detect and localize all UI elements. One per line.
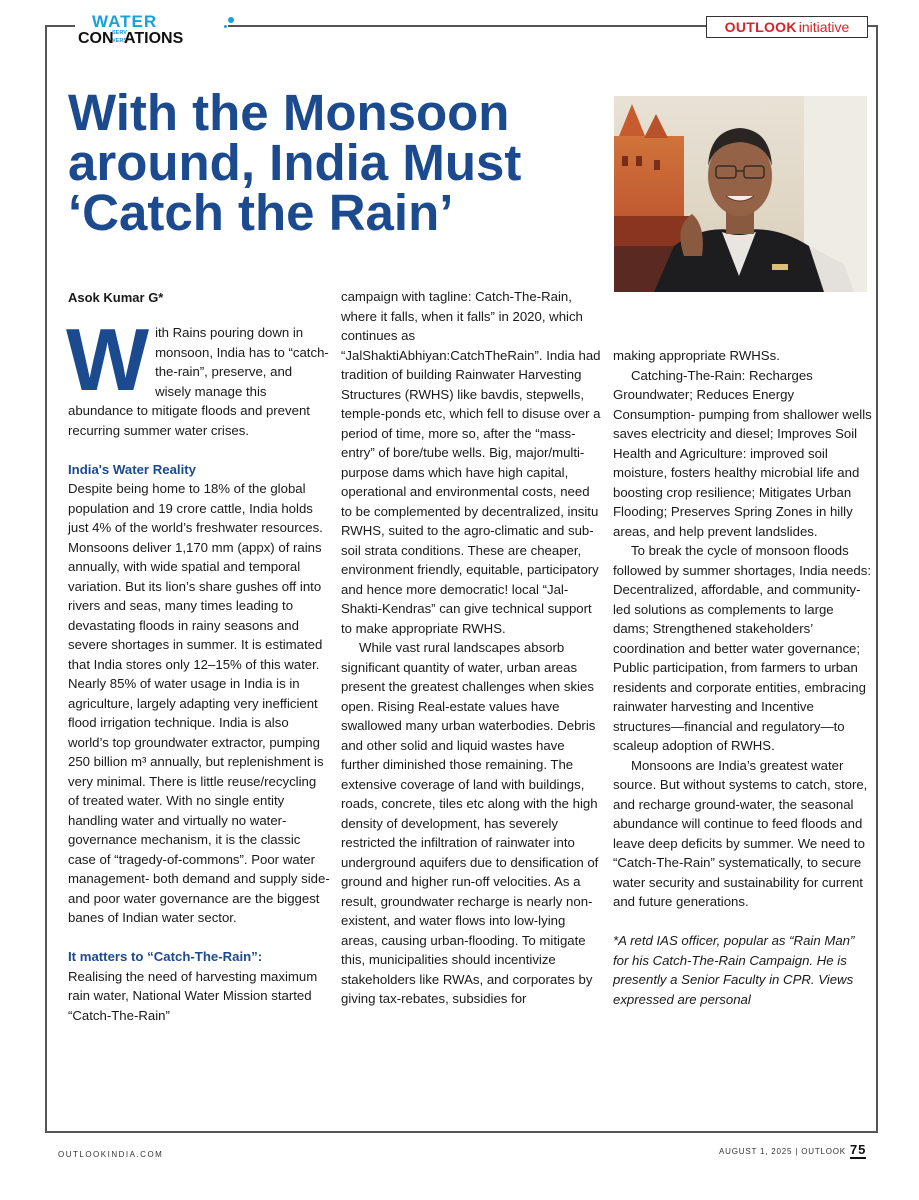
drop-cap: W [66,310,150,409]
article-column-2 [341,287,601,1009]
paragraph-spacer [68,928,330,948]
water-drop-icon [228,17,234,23]
frame-border [45,25,47,1133]
logo-water-text: WATER [92,12,158,31]
logo-stack-text [112,29,127,45]
body-paragraph: While vast rural landscapes absorb significant quantity of water, urban areas present the greatest challenges when skies open. Rising Real-estate values have swallowed many urban waterbodies. Debris and other solid and liquid wastes have further diminished those remaining. The extensive coverage of land with buildings, roads, concrete, tiles etc along with the high density of development, has severely restricted the infiltration of rainwater into underground aquifers due to densification of ground and higher run-off velocities. As a result, groundwater recharge is nearly non-existent, and water flows into low-lying areas, causing urban-flooding. To mitigate this, municipalities should incentivize stakeholders like RWAs, and corporates by giving tax-rebates, subsidies for [341,640,599,1006]
body-paragraph: campaign with tagline: Catch-The-Rain, where it falls, when it falls” in 2020, which continues as “JalShaktiAbhiyan:CatchTheRain”. India had tradition of building Rainwater Harvesting Structures (RWHS) like bavdis, stepwells, temple-ponds etc, which fell to disuse over a period of time, more so, after the “mass-entry” of bore/tube wells. Big, major/multi-purpose dams which have high capital, operational and environmental costs, need to be complemented by decentralized, insitu RWHS, suited to the agro-climatic and sub-soil strata conditions. These are cheaper, environment friendly, equitable, participatory and hence more democratic! local “Jal-Shakti-Kendras” can give technical support to make appropriate RWHS. [341,289,601,636]
footer-issue-info [719,1143,866,1159]
footer-date: AUGUST 1, 2025 | OUTLOOK [719,1146,846,1156]
article-title: With the Monsoon around, India Must ‘Catch the Rain’ [68,84,522,241]
logo-ations-text: ATIONS [124,30,184,47]
section-heading: It matters to “Catch-The-Rain”: [68,949,263,964]
water-conversations-logo [78,12,228,50]
frame-border [45,1131,878,1133]
body-paragraph: making appropriate RWHSs. [613,348,780,363]
author-footnote: *A retd IAS officer, popular as “Rain Man” for his Catch-The-Rain Campaign. He is presently a Senior Faculty in CPR. Views expressed are personal [613,933,855,1007]
article-column-1 [66,310,330,1025]
logo-vers-text: VERS [112,38,127,44]
badge-outlook-text: OUTLOOK [724,19,797,35]
body-paragraph: Realising the need of harvesting maximum rain water, National Water Mission started “Catch-The-Rain” [68,968,318,1023]
article-column-3 [613,346,873,1009]
section-heading: India's Water Reality [68,461,196,477]
author-byline: Asok Kumar G* [68,290,164,305]
body-paragraph: Catching-The-Rain: Recharges Groundwater; Reduces Energy Consumption- pumping from shallower wells saves electricity and diesel; Improves Soil Health and Agriculture: improved soil moisture, fosters healthy microbial life and boosting crop resilience; Mitigates Urban Flooding; Preserves Spring Zones in hilly areas, and help prevent landslides. [613,367,872,539]
frame-border [228,25,706,27]
intro-paragraph: ith Rains pouring down in monsoon, India has to “catch-the-rain”, preserve, and wisely manage this abundance to mitigate floods and prevent recurring summer water crises. [68,325,329,438]
body-paragraph: Monsoons are India’s greatest water source. But without systems to catch, store, and recharge ground-water, the seasonal abundance will continue to feed floods and leave deep deficits by summer. We need to “Catch-The-Rain” systematically, to secure water security and sustainability for current and future generations. [613,757,868,909]
badge-initiative-text: initiative [798,19,850,35]
author-photo [614,96,867,292]
paragraph-spacer [613,912,873,932]
frame-border [45,25,75,27]
water-drop-icon [224,25,227,28]
page-number: 75 [849,1142,867,1157]
logo-con-text: CON [78,30,114,47]
frame-border [876,25,878,1133]
body-paragraph: To break the cycle of monsoon floods followed by summer shortages, India needs: Decentralized, affordable, and community-led solutions as complements to large dams; Strengthened stakeholders’ coordination and better water governance; Public participation, from farmers to urban residents and corporate entities, embracing rainwater harvesting and Incentive structures—financial and regulatory—to scaleup adoption of RWHS. [613,543,872,753]
outlook-initiative-badge [706,16,868,38]
paragraph-spacer [68,440,330,460]
author-portrait-image [614,96,867,292]
body-paragraph: Despite being home to 18% of the global population and 19 crore cattle, India holds just 4% of the world’s freshwater resources. Monsoons deliver 1,170 mm (appx) of rains annually, with wide spatial and temporal variation. But its lion’s share gushes off into rivers and seas, many times leading to devastating floods in rainy seasons and severe shortages in summer. It is estimated that India stores only 12–15% of this water. Nearly 85% of water usage in India is in agriculture, largely adapting very inefficient flood irrigation technique. India is also world’s top groundwater extractor, pumping 250 billion m³ annually, but replenishment is very minimal. There is little reuse/recycling of treated water. With no single entity handling water and virtually no water-governance mechanism, it is the classic case of “tragedy-of-commons”. Poor water management- both demand and supply side- and poor water governance are the biggest banes of Indian water sector. [68,481,330,925]
footer-site-url: OUTLOOKINDIA.COM [58,1150,164,1159]
logo-serv-text: SERV [112,30,127,36]
